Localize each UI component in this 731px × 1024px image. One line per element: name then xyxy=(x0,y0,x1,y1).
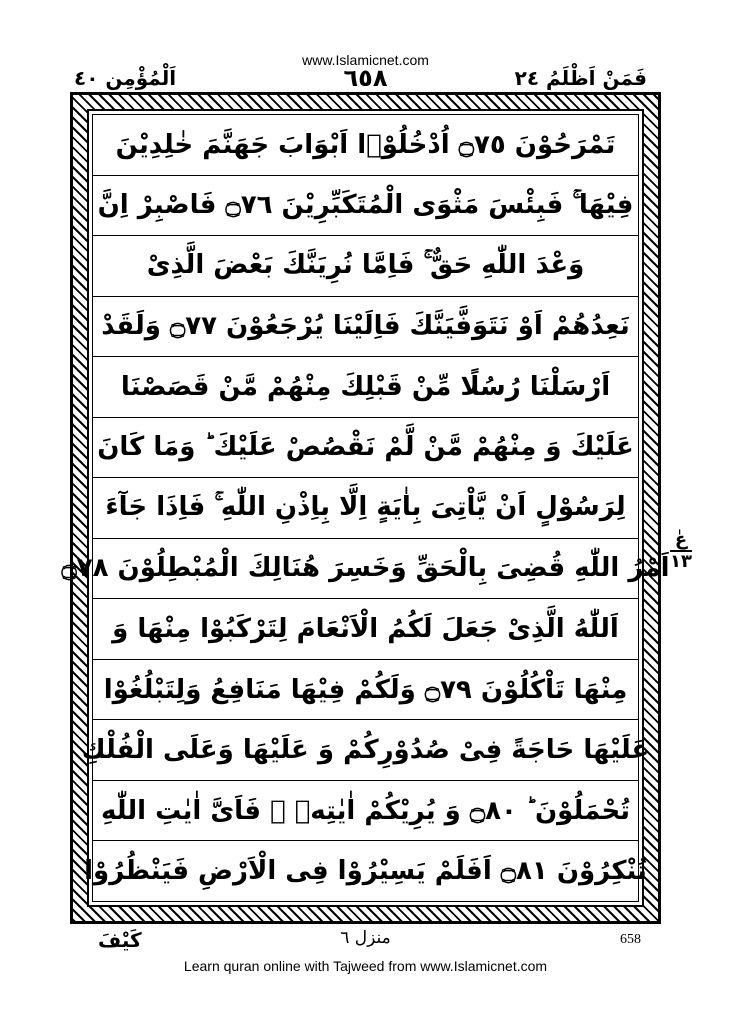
verse-line-1: تَمْرَحُوْنَ ۝٧٥ اُدْخُلُوْۤا اَبْوَابَ جَهَنَّمَ خٰلِدِيْنَ xyxy=(93,115,638,176)
verse-line-11: عَلَيْهَا حَاجَةً فِىْ صُدُوْرِكُمْ وَ عَلَيْهَا وَعَلَى الْفُلْكِ xyxy=(93,720,638,781)
ruku-marker-top: عٰ xyxy=(674,529,688,550)
verse-line-10: مِنْهَا تَاْكُلُوْنَ ۝٧٩ وَلَكُمْ فِيْهَا مَنَافِعُ وَلِتَبْلُغُوْا xyxy=(93,660,638,721)
verse-line-8: اَمْرُ اللّٰهِ قُضِىَ بِالْحَقِّ وَخَسِرَ هُنَالِكَ الْمُبْطِلُوْنَ ۝٧٨ xyxy=(93,539,638,600)
catchword: كَيْفَ xyxy=(98,928,142,952)
verse-line-7: لِرَسُوْلٍ اَنْ يَّاْتِىَ بِاٰيَةٍ اِلَّا بِاِذْنِ اللّٰهِ ۚ فَاِذَا جَآءَ xyxy=(93,478,638,539)
verse-line-9: اَللّٰهُ الَّذِىْ جَعَلَ لَكُمُ الْاَنْعَامَ لِتَرْكَبُوْا مِنْهَا وَ xyxy=(93,599,638,660)
page-number-arabic: ٦٥٨ xyxy=(343,64,388,92)
juz-label: فَمَنْ اَظْلَمُ ٢٤ xyxy=(514,66,647,90)
text-frame xyxy=(61,109,670,907)
ruku-marker-bottom: ١٣ xyxy=(670,551,692,572)
verse-line-12: تُحْمَلُوْنَ ؕ ۝٨٠ وَ يُرِيْكُمْ اٰيٰتِهٖ ۖ فَاَىَّ اٰيٰتِ اللّٰهِ xyxy=(93,781,638,842)
verse-line-2: فِيْهَا ۚ فَبِئْسَ مَثْوَى الْمُتَكَبِّرِيْنَ ۝٧٦ فَاصْبِرْ اِنَّ xyxy=(93,176,638,237)
verse-lines xyxy=(61,115,670,901)
verse-line-6: عَلَيْكَ وَ مِنْهُمْ مَّنْ لَّمْ نَقْصُصْ عَلَيْكَ ؕ وَمَا كَانَ xyxy=(93,418,638,479)
text-area xyxy=(61,114,670,902)
ruku-marker xyxy=(666,530,696,572)
verse-line-5: اَرْسَلْنَا رُسُلًا مِّنْ قَبْلِكَ مِنْهُمْ مَّنْ قَصَصْنَا xyxy=(93,357,638,418)
verse-line-13: تُنْكِرُوْنَ ۝٨١ اَفَلَمْ يَسِيْرُوْا فِى الْاَرْضِ فَيَنْظُرُوْا xyxy=(84,856,647,887)
verse-line-3: وَعْدَ اللّٰهِ حَقٌّ ۚ فَاِمَّا نُرِيَنَّكَ بَعْضَ الَّذِىْ xyxy=(93,236,638,297)
footer-tagline[interactable]: Learn quran online with Tajweed from www.Islamicnet.com xyxy=(183,958,548,974)
site-url[interactable]: www.Islamicnet.com xyxy=(302,52,429,68)
surah-label: اَلْمُؤْمِن ٤٠ xyxy=(74,66,177,90)
verse-line-4: نَعِدُهُمْ اَوْ نَتَوَفَّيَنَّكَ فَاِلَيْنَا يُرْجَعُوْنَ ۝٧٧ وَلَقَدْ xyxy=(93,297,638,358)
page-number: 658 xyxy=(620,932,641,947)
manzil-label: منزل ٦ xyxy=(340,928,391,948)
page-border xyxy=(61,92,670,924)
